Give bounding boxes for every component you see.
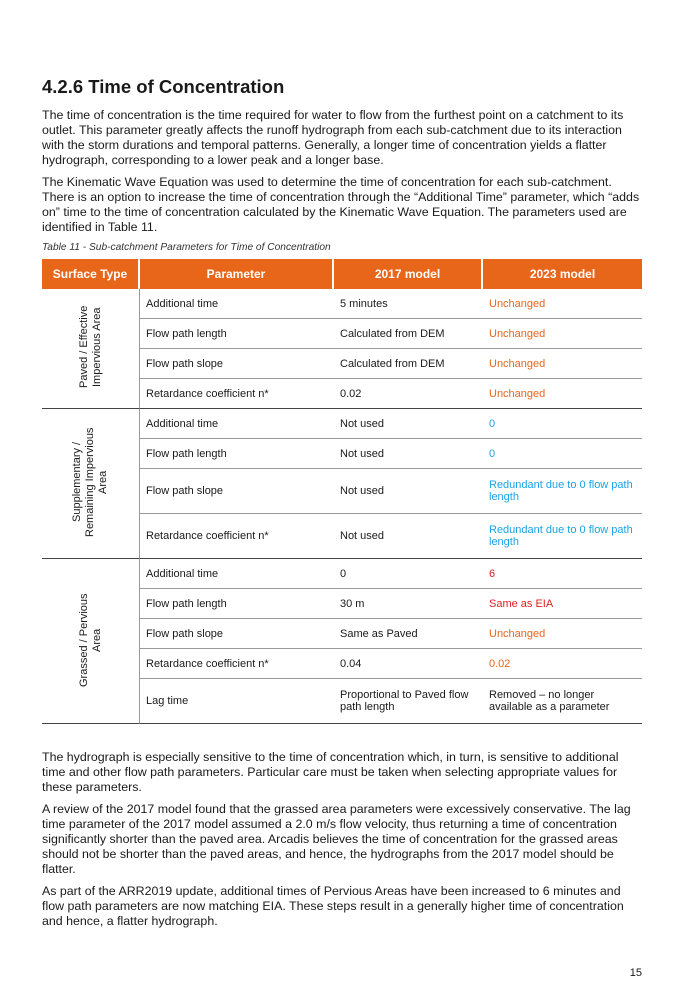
after-paragraph-2: A review of the 2017 model found that the grassed area parameters were excessively conservative. The lag time parameter of the 2017 model assumed a 2.0 m/s flow velocity, thus returning a time of concentration significantly shorter than the paved area. Arcadis believes the time of concentration for the grassed areas should not be shorter than the paved areas, and hence, the hydrographs from the 2017 model should be flatter.	[42, 802, 631, 876]
value-2017-cell: 0.04	[334, 649, 483, 679]
after-paragraph-3: As part of the ARR2019 update, additional times of Pervious Areas have been increased to 6 minutes and flow path parameters are now matching EIA. These steps result in a generally higher time of concentration and hence, a flatter hydrograph.	[42, 884, 624, 928]
surface-type-cell	[42, 409, 140, 559]
value-2017-cell: Not used	[334, 439, 483, 469]
parameter-cell: Additional time	[140, 559, 334, 589]
parameter-cell: Additional time	[140, 409, 334, 439]
value-2023-cell: Unchanged	[483, 379, 642, 409]
surface-type-label: Paved / Effective Impervious Area	[77, 305, 103, 389]
surface-type-cell	[42, 559, 140, 724]
table-caption: Table 11 - Sub-catchment Parameters for Time of Concentration	[42, 242, 331, 253]
value-2017-cell: Not used	[334, 469, 483, 514]
surface-type-cell	[42, 289, 140, 409]
value-2023-cell: Unchanged	[483, 349, 642, 379]
document-page	[42, 76, 642, 936]
table-row	[42, 289, 642, 319]
value-2023-cell: Redundant due to 0 flow path length	[483, 514, 642, 559]
page-number: 15	[629, 967, 642, 979]
surface-type-label: Supplementary / Remaining Impervious Area	[71, 427, 109, 537]
value-2023-cell: Unchanged	[483, 619, 642, 649]
value-2017-cell: 30 m	[334, 589, 483, 619]
value-2023-cell: Unchanged	[483, 289, 642, 319]
value-2023-cell: Redundant due to 0 flow path length	[483, 469, 642, 514]
parameter-cell: Flow path length	[140, 319, 334, 349]
section-heading: 4.2.6 Time of Concentration	[42, 76, 285, 97]
parameter-cell: Additional time	[140, 289, 334, 319]
value-2023-cell: 6	[483, 559, 642, 589]
closing-section	[42, 750, 642, 929]
surface-type-label: Grassed / Pervious Area	[77, 592, 103, 687]
intro-paragraph-1: The time of concentration is the time required for water to flow from the furthest point on a catchment to its outlet. This parameter greatly affects the runoff hydrograph from each sub-catchment due to its interaction with the storm durations and temporal patterns. Generally, a longer time of concentration yields a flatter hydrograph, corresponding to a lower peak and a longer base.	[42, 108, 624, 167]
parameter-cell: Flow path length	[140, 439, 334, 469]
header-2023-model: 2023 model	[483, 259, 642, 289]
value-2023-cell: 0	[483, 409, 642, 439]
parameter-cell: Retardance coefficient n*	[140, 514, 334, 559]
value-2017-cell: Calculated from DEM	[334, 349, 483, 379]
after-paragraph-1: The hydrograph is especially sensitive to the time of concentration which, in turn, is sensitive to additional time and other flow path parameters. Particular care must be taken when selecting appropriate values for these parameters.	[42, 750, 619, 794]
value-2023-cell: 0	[483, 439, 642, 469]
header-surface-type: Surface Type	[42, 259, 140, 289]
value-2017-cell: 0.02	[334, 379, 483, 409]
value-2017-cell: Not used	[334, 514, 483, 559]
value-2017-cell: Proportional to Paved flow path length	[334, 679, 483, 724]
parameter-cell: Flow path length	[140, 589, 334, 619]
header-parameter: Parameter	[140, 259, 334, 289]
value-2017-cell: Not used	[334, 409, 483, 439]
parameter-cell: Retardance coefficient n*	[140, 379, 334, 409]
value-2023-cell: Removed – no longer available as a parameter	[483, 679, 642, 724]
table-header-row	[42, 259, 642, 289]
parameter-cell: Flow path slope	[140, 619, 334, 649]
value-2017-cell: 5 minutes	[334, 289, 483, 319]
value-2023-cell: 0.02	[483, 649, 642, 679]
value-2017-cell: Same as Paved	[334, 619, 483, 649]
header-2017-model: 2017 model	[334, 259, 483, 289]
parameter-cell: Lag time	[140, 679, 334, 724]
value-2023-cell: Same as EIA	[483, 589, 642, 619]
parameter-cell: Flow path slope	[140, 469, 334, 514]
table-row	[42, 409, 642, 439]
table-body	[42, 289, 642, 724]
parameter-cell: Flow path slope	[140, 349, 334, 379]
parameter-cell: Retardance coefficient n*	[140, 649, 334, 679]
table-row	[42, 559, 642, 589]
value-2023-cell: Unchanged	[483, 319, 642, 349]
intro-paragraph-2: The Kinematic Wave Equation was used to determine the time of concentration for each sub-catchment. There is an option to increase the time of concentration through the “Additional Time” parameter, which “adds on” time to the time of concentration calculated by the Kinematic Wave Equation. The parameters used are identified in Table 11.	[42, 175, 640, 234]
value-2017-cell: 0	[334, 559, 483, 589]
parameters-table	[42, 259, 642, 724]
value-2017-cell: Calculated from DEM	[334, 319, 483, 349]
